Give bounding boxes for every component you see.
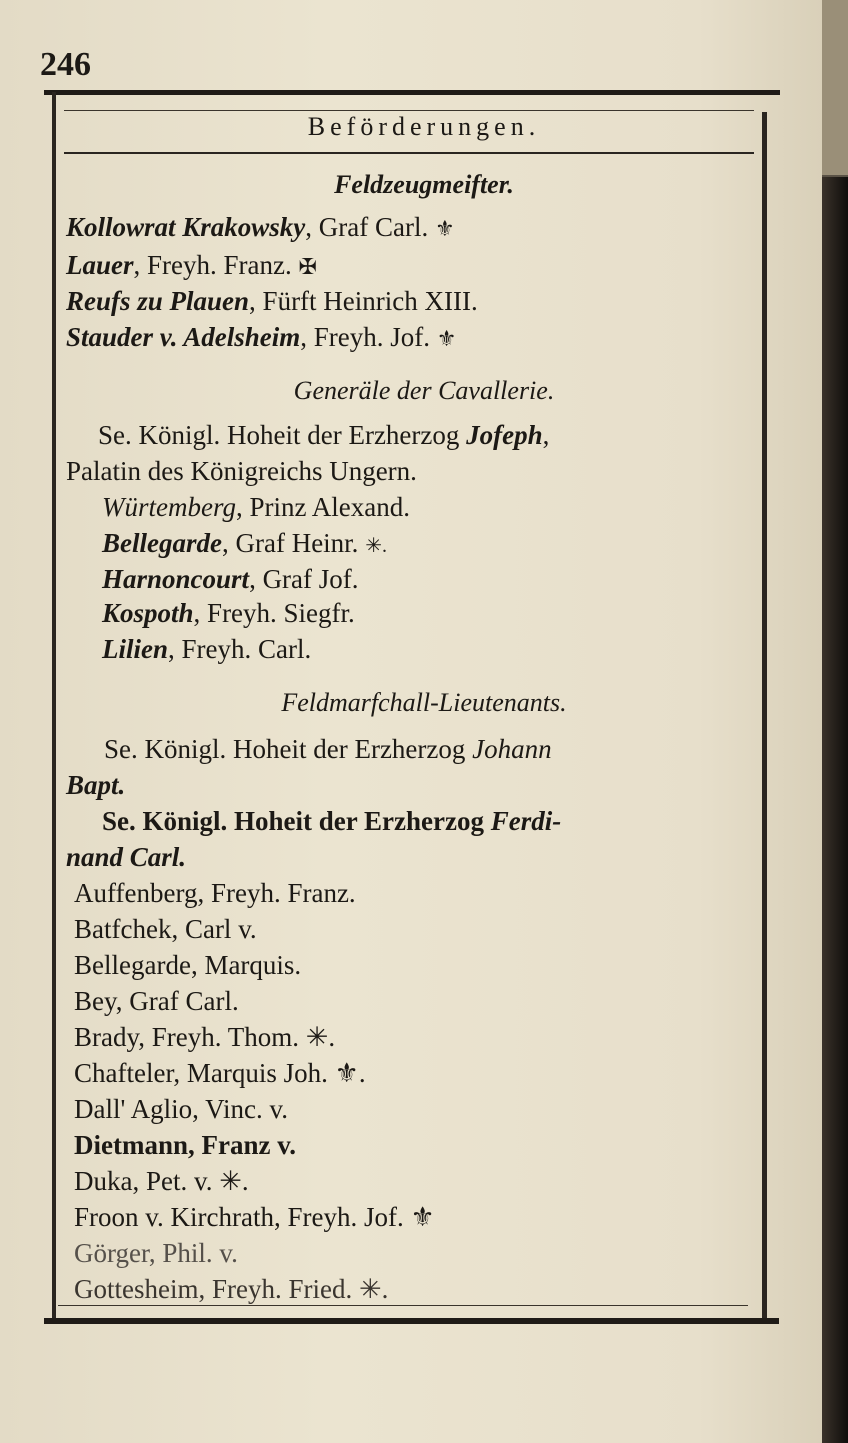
list-item: Auffenberg, Freyh. Franz. <box>74 878 356 908</box>
royal-title: Se. Königl. Hoheit der Erzherzog <box>98 420 460 450</box>
entry <box>102 566 359 593</box>
royal-name: Jofeph <box>466 420 543 450</box>
entry <box>102 530 387 557</box>
entry <box>66 288 478 315</box>
entry <box>102 636 311 663</box>
list-item: Dall' Aglio, Vinc. v. <box>74 1094 288 1124</box>
list-item: Chafteler, Marquis Joh. ⚜. <box>74 1058 366 1088</box>
entry-detail: , Graf Carl. <box>305 212 429 242</box>
order-cross-icon: ⚜ <box>436 326 457 351</box>
entry-name: Harnoncourt <box>102 564 250 594</box>
section-heading-generaele: Generäle der Cavallerie. <box>293 376 555 405</box>
royal-name: Ferdi- <box>490 806 562 836</box>
section-heading-fml: Feldmarfchall-Lieutenants. <box>281 688 567 717</box>
entry-name: Kospoth <box>102 598 194 628</box>
list-item: Bellegarde, Marquis. <box>74 950 302 980</box>
royal-continuation: Palatin des Königreichs Ungern. <box>66 456 417 486</box>
list-item: Gottesheim, Freyh. Fried. ✳. <box>74 1274 389 1304</box>
list-item: Dietmann, Franz v. <box>74 1130 296 1160</box>
royal-entry <box>104 736 552 763</box>
royal-title: Se. Königl. Hoheit der Erzherzog <box>104 734 466 764</box>
star-order-icon: ✳. <box>365 535 387 557</box>
entry-detail: , Prinz Alexand. <box>235 492 410 522</box>
royal-name: Johann <box>472 734 552 764</box>
entry-name: Lauer <box>66 250 134 280</box>
royal-continuation: nand Carl. <box>66 842 187 872</box>
entry-detail: , Graf Heinr. <box>221 528 359 558</box>
bottom-thin-rule <box>58 1305 748 1306</box>
header-rule-top <box>64 110 754 111</box>
entry-name: Lilien <box>102 634 168 664</box>
entry-name: Reufs zu Plauen <box>66 286 250 316</box>
entry-name: Stauder v. Adelsheim <box>66 322 301 352</box>
section-heading-feldzeugmeister: Feldzeugmeifter. <box>334 170 514 199</box>
book-spine <box>822 0 848 1443</box>
top-rule <box>44 90 780 95</box>
entry-name: Kollowrat Krakowsky <box>66 212 306 242</box>
entry-detail: , Freyh. Siegfr. <box>193 598 355 628</box>
order-cross-icon: ⚜ <box>435 216 455 241</box>
bottom-rule <box>44 1318 779 1324</box>
entry-name: Bellegarde <box>102 528 222 558</box>
list-item: Bey, Graf Carl. <box>74 986 239 1016</box>
entry-detail: , Freyh. Franz. <box>133 250 292 280</box>
frame-left-lower <box>52 620 56 1320</box>
page-title: Beförderungen. <box>307 112 541 141</box>
entry <box>102 600 355 627</box>
entry-detail: , Fürft Heinrich XIII. <box>249 286 478 316</box>
entry <box>66 214 455 241</box>
header-rule-bottom <box>64 152 754 154</box>
list-item: Brady, Freyh. Thom. ✳. <box>74 1022 336 1052</box>
entry-detail: , Freyh. Carl. <box>168 634 312 664</box>
list-item: Görger, Phil. v. <box>74 1238 238 1268</box>
royal-entry <box>102 808 561 835</box>
list-item: Duka, Pet. v. ✳. <box>74 1166 249 1196</box>
entry <box>66 324 457 351</box>
entry-detail: , Graf Jof. <box>249 564 359 594</box>
entry <box>102 494 410 521</box>
royal-entry: Se. Königl. Hoheit der Erzherzog Jofeph, <box>98 420 550 450</box>
list-item: Froon v. Kirchrath, Freyh. Jof. ⚜ <box>74 1202 435 1232</box>
frame-right-lower <box>762 620 767 1320</box>
entry-name: Würtemberg <box>102 492 236 522</box>
royal-title: Se. Königl. Hoheit der Erzherzog <box>102 806 484 836</box>
page-number: 246 <box>40 46 91 83</box>
entry <box>66 252 317 279</box>
order-cross-icon: ✠ <box>298 254 317 279</box>
list-item: Batfchek, Carl v. <box>74 914 257 944</box>
spine-label <box>822 0 848 177</box>
royal-continuation: Bapt. <box>66 770 126 800</box>
entry-detail: , Freyh. Jof. <box>300 322 431 352</box>
